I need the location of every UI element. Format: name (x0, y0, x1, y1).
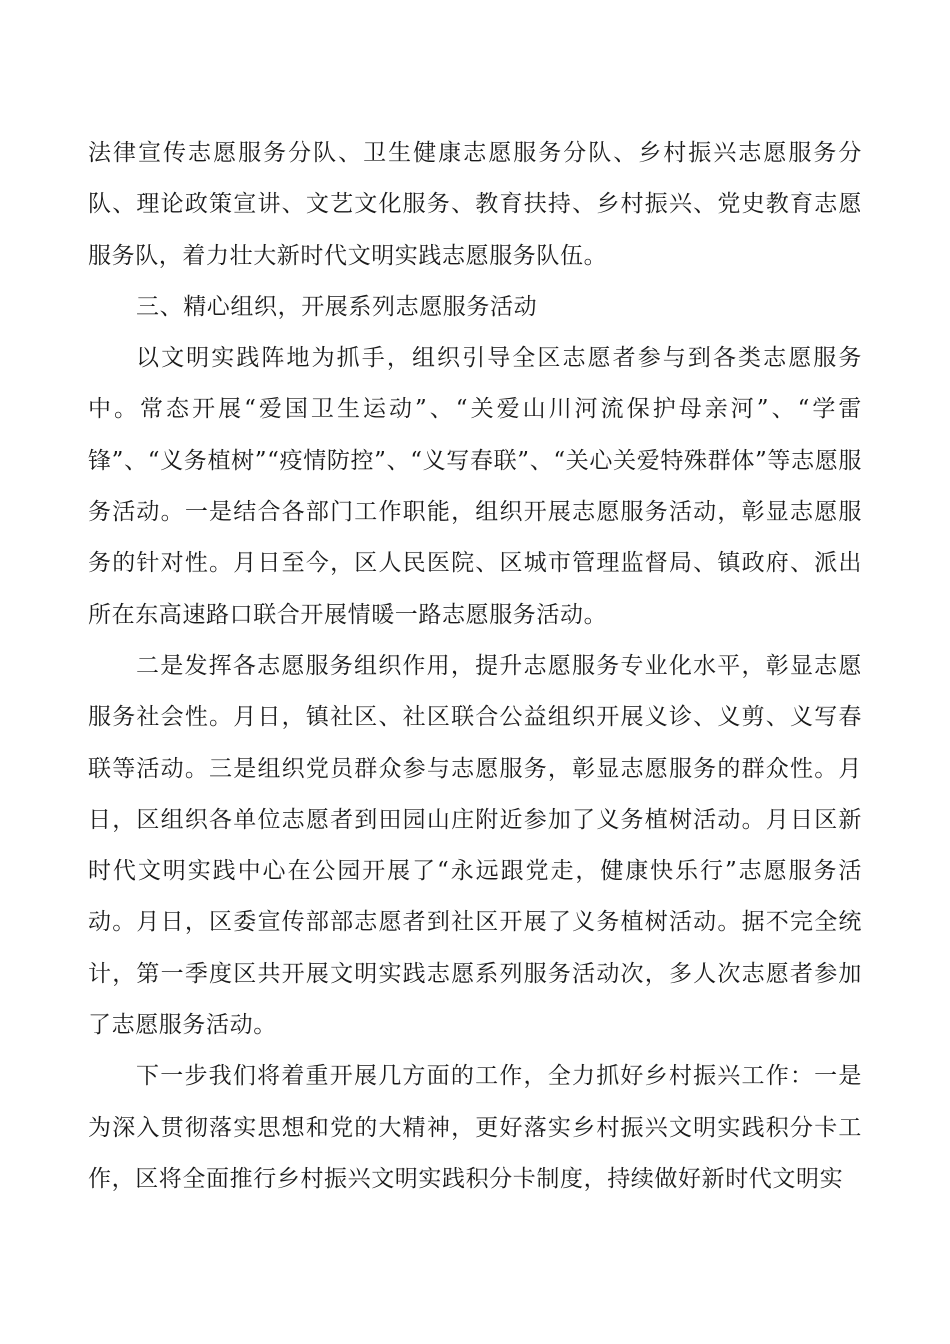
paragraph-continuation: 法律宣传志愿服务分队、卫生健康志愿服务分队、乡村振兴志愿服务分队、理论政策宣讲、文艺文化服务、教育扶持、乡村振兴、党史教育志愿服务队，着力壮大新时代文明实践志愿服务队伍。 (88, 140, 862, 269)
section-heading: 三、精心组织，开展系列志愿服务活动 (136, 293, 538, 320)
document-body (88, 128, 862, 1205)
paragraph: 以文明实践阵地为抓手，组织引导全区志愿者参与到各类志愿服务中。常态开展“爱国卫生运动”、“关爱山川河流保护母亲河”、“学雷锋”、“义务植树”“疫情防控”、“义写春联”、“关心关爱特殊群体”等志愿服务活动。一是结合各部门工作职能，组织开展志愿服务活动，彰显志愿服务的针对性。月日至今，区人民医院、区城市管理监督局、镇政府、派出所在东高速路口联合开展情暖一路志愿服务活动。 (88, 345, 862, 628)
paragraph: 下一步我们将着重开展几方面的工作，全力抓好乡村振兴工作：一是为深入贯彻落实思想和党的大精神，更好落实乡村振兴文明实践积分卡工作，区将全面推行乡村振兴文明实践积分卡制度，持续做好新时代文明实 (88, 1063, 862, 1192)
paragraph: 二是发挥各志愿服务组织作用，提升志愿服务专业化水平，彰显志愿服务社会性。月日，镇社区、社区联合公益组织开展义诊、义剪、义写春联等活动。三是组织党员群众参与志愿服务，彰显志愿服务的群众性。月日，区组织各单位志愿者到田园山庄附近参加了义务植树活动。月日区新时代文明实践中心在公园开展了“永远跟党走，健康快乐行”志愿服务活动。月日，区委宣传部部志愿者到社区开展了义务植树活动。据不完全统计，第一季度区共开展文明实践志愿系列服务活动次，多人次志愿者参加了志愿服务活动。 (88, 652, 862, 1039)
